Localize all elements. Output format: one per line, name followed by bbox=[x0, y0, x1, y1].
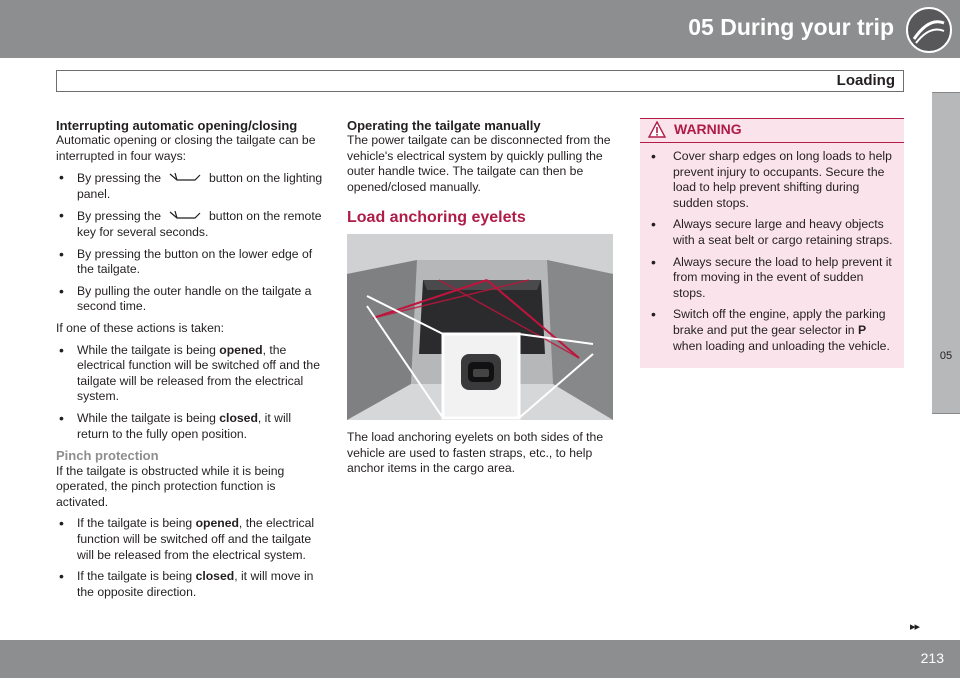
item-bold: closed bbox=[219, 410, 258, 425]
warning-triangle-icon bbox=[648, 121, 666, 138]
item-text: Switch off the engine, apply the parking brake and put the gear selector in bbox=[673, 307, 886, 337]
chapter-title: 05 During your trip bbox=[688, 14, 894, 40]
list-item bbox=[56, 411, 326, 442]
chapter-side-tab bbox=[932, 92, 960, 414]
warning-panel bbox=[640, 118, 904, 368]
column-manual bbox=[347, 118, 617, 477]
item-bold: P bbox=[857, 322, 867, 337]
heading-manual: Operating the tailgate manually bbox=[347, 118, 541, 133]
manual-text: The power tailgate can be disconnected from the vehicle's electrical system by quickly pulling the outer handle twice. The tailgate can then be opened/closed manually. bbox=[347, 133, 611, 194]
item-text: , the electrical function will be switched off and the tailgate will be released from the electrical system. bbox=[77, 342, 320, 404]
item-text: If the tailgate is being bbox=[77, 516, 196, 531]
warning-header bbox=[640, 118, 904, 143]
way-text-before: By pressing the bbox=[77, 209, 162, 224]
heading-eyelets: Load anchoring eyelets bbox=[347, 209, 526, 227]
way-text-after: button on the lighting panel. bbox=[77, 171, 323, 201]
item-text: While the tailgate is being bbox=[77, 342, 220, 357]
list-item bbox=[648, 307, 896, 354]
tailgate-button-icon bbox=[167, 208, 203, 222]
chapter-header-bar bbox=[0, 0, 960, 58]
next-page-arrows: ▸▸ bbox=[910, 621, 920, 633]
section-title: Loading bbox=[836, 72, 895, 89]
item-text: , it will return to the fully open position. bbox=[77, 410, 292, 441]
warning-box bbox=[640, 118, 904, 368]
list-item bbox=[56, 516, 326, 563]
item-bold: opened bbox=[219, 342, 263, 357]
list-item bbox=[56, 569, 326, 600]
warning-title: WARNING bbox=[674, 121, 742, 137]
tailgate-button-icon bbox=[167, 170, 203, 184]
item-bold: closed bbox=[195, 569, 235, 584]
column-interrupting bbox=[56, 118, 326, 606]
road-icon bbox=[906, 7, 952, 53]
list-item: • Always secure large and heavy objects with a seat belt or cargo retaining straps. bbox=[648, 217, 896, 248]
pinch-list bbox=[56, 516, 326, 600]
cargo-area-photo bbox=[347, 234, 613, 420]
item-text: when loading and unloading the vehicle. bbox=[673, 338, 890, 353]
item-text: While the tailgate is being bbox=[77, 410, 220, 425]
list-item: • By pulling the outer handle on the tailgate a second time. bbox=[56, 284, 326, 315]
list-item bbox=[56, 208, 326, 240]
way-text-before: By pressing the bbox=[77, 171, 162, 186]
list-item: • By pressing the button on the lower edge of the tailgate. bbox=[56, 247, 326, 278]
ways-list bbox=[56, 170, 326, 315]
warning-list bbox=[648, 149, 896, 354]
way-text-after: button on the remote key for several seconds. bbox=[77, 209, 322, 239]
list-item bbox=[56, 343, 326, 405]
actions-list bbox=[56, 343, 326, 443]
pinch-heading: Pinch protection bbox=[56, 448, 159, 464]
list-item bbox=[56, 170, 326, 202]
item-text: , it will move in the opposite direction. bbox=[77, 569, 314, 599]
side-tab-label: 05 bbox=[939, 350, 953, 362]
heading-interrupting: Interrupting automatic opening/closing bbox=[56, 118, 298, 133]
item-bold: opened bbox=[195, 516, 239, 531]
eyelets-text: The load anchoring eyelets on both sides of the vehicle are used to fasten straps, etc., to help anchor items in the cargo area. bbox=[347, 429, 604, 476]
item-text: If the tailgate is being bbox=[77, 569, 196, 584]
list-item: • Always secure the load to help prevent it from moving in the event of sudden stops. bbox=[648, 255, 896, 302]
item-text: , the electrical function will be switched off and the tailgate will be released from the electrical system. bbox=[77, 516, 315, 562]
section-bar bbox=[56, 70, 904, 92]
pinch-intro: If the tailgate is obstructed while it is being operated, the pinch protection function is activated. bbox=[56, 463, 285, 509]
actions-intro: If one of these actions is taken: bbox=[56, 320, 225, 335]
intro-text: Automatic opening or closing the tailgate can be interrupted in four ways: bbox=[56, 133, 316, 163]
list-item: • Cover sharp edges on long loads to help prevent injury to occupants. Secure the load to help prevent shifting during sudden stops. bbox=[648, 149, 896, 211]
footer-bar bbox=[0, 640, 960, 678]
page-number: 213 bbox=[920, 650, 944, 666]
